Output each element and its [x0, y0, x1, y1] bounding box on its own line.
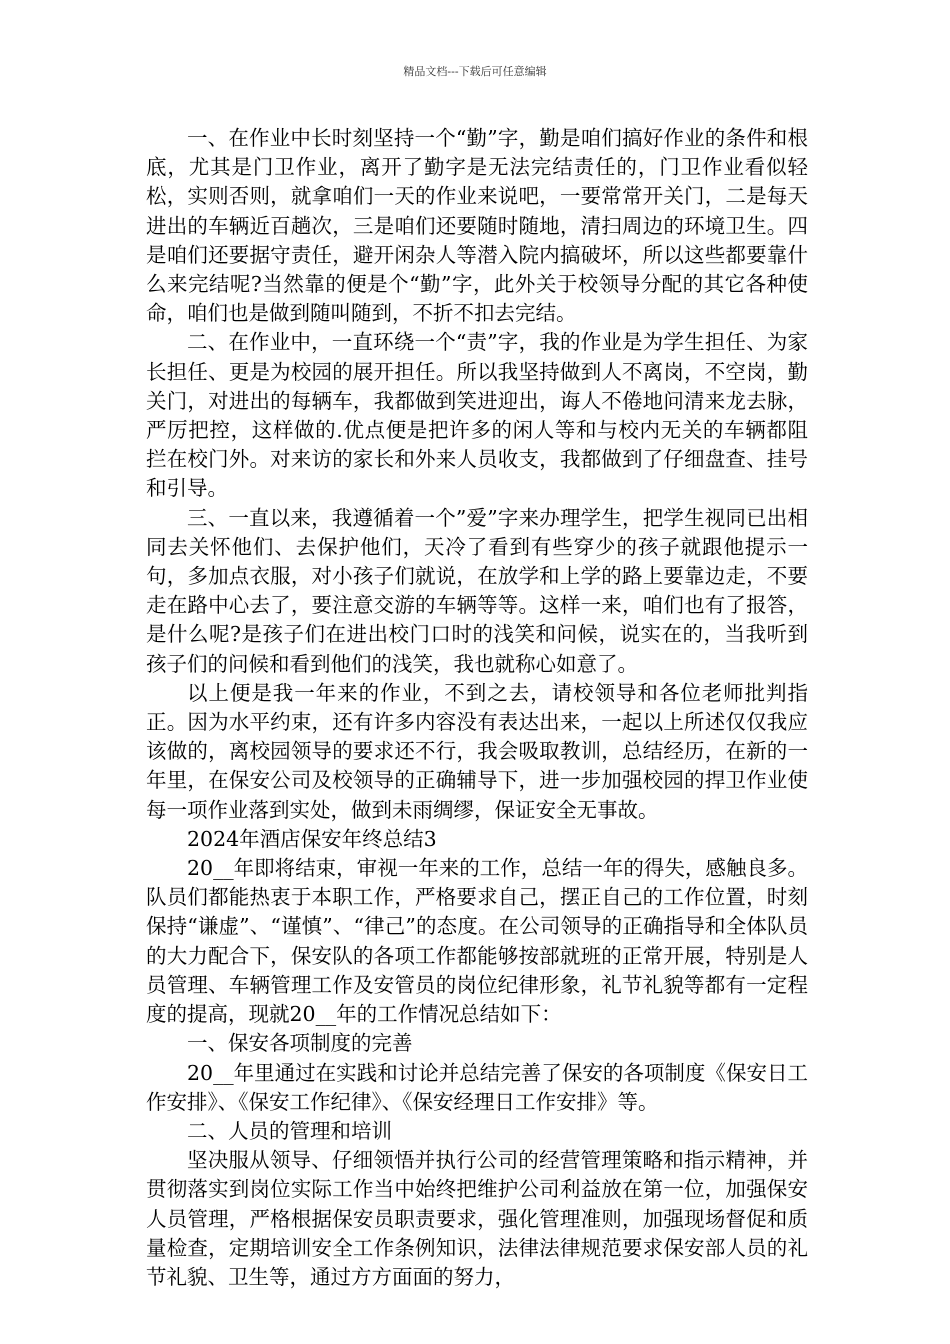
paragraph-intro: 20__年即将结束，审视一年来的工作，总结一年的得失，感触良多。队员们都能热衷于本职工作，严格要求自己，摆正自己的工作位置，时刻保持“谦虚”、“谨慎”、“律己”的态度。在公司领导的正确指导和全体队员的大力配合下，保安队的各项工作都能够按部就班的正常开展，特别是人员管理、车辆管理工作及安管员的岗位纪律形象，礼节礼貌等都有一定程度的提高，现就20__年的工作情况总结如下： [146, 856, 808, 1027]
section-title: 2024年酒店保安年终总结3 [187, 826, 437, 851]
paragraph-conclusion: 以上便是我一年来的作业，不到之去，请校领导和各位老师批判指正。因为水平约束，还有许多内容没有表达出来，一起以上所述仅仅我应该做的，离校园领导的要求还不行，我会吸取教训，总结经历，在新的一年里，在保安公司及校领导的正确辅导下，进一步加强校园的捍卫作业使每一项作业落到实处，做到未雨绸缪，保证安全无事故。 [146, 680, 808, 822]
subheading-training: 二、人员的管理和培训 [187, 1118, 392, 1143]
paragraph-training: 坚决服从领导、仔细领悟并执行公司的经营管理策略和指示精神，并贯彻落实到岗位实际工作当中始终把维护公司利益放在第一位，加强保安人员管理，严格根据保安员职责要求，强化管理准则，加强现场督促和质量检查，定期培训安全工作条例知识，法律法律规范要求保安部人员的礼节礼貌、卫生等，通过方方面面的努力， [146, 1148, 808, 1289]
paragraph-diligence: 一、在作业中长时刻坚持一个“勤”字，勤是咱们搞好作业的条件和根底，尤其是门卫作业，离开了勤字是无法完结责任的，门卫作业看似轻松，实则否则，就拿咱们一天的作业来说吧，一要常常开关门，二是每天进出的车辆近百趟次，三是咱们还要随时随地，清扫周边的环境卫生。四是咱们还要据守责任，避开闲杂人等潜入院内搞破坏，所以这些都要靠什么来完结呢?当然靠的便是个“勤”字，此外关于校领导分配的其它各种使命，咱们也是做到随叫随到，不折不扣去完结。 [146, 126, 808, 326]
paragraph-responsibility: 二、在作业中，一直环绕一个“责”字，我的作业是为学生担任、为家长担任、更是为校园的展开担任。所以我坚持做到人不离岗，不空岗，勤关门，对进出的每辆车，我都做到笑进迎出，诲人不倦地问清来龙去脉，严厉把控，这样做的.优点便是把许多的闲人等和与校内无关的车辆都阻拦在校门外。对来访的家长和外来人员收支，我都做到了仔细盘查、挂号和引导。 [146, 330, 808, 501]
document-body [146, 124, 808, 1292]
page-header: 精品文档---下载后可任意编辑 [403, 65, 547, 78]
paragraph-love: 三、一直以来，我遵循着一个”爱”字来办理学生，把学生视同已出相同去关怀他们、去保护他们，天冷了看到有些穿少的孩子就跟他提示一句，多加点衣服，对小孩子们就说，在放学和上学的路上要靠边走，不要走在路中心去了，要注意交游的车辆等等。这样一来，咱们也有了报答，是什么呢?是孩子们在进出校门口时的浅笑和问候，说实在的，当我听到孩子们的问候和看到他们的浅笑，我也就称心如意了。 [146, 505, 808, 676]
paragraph-system: 20__年里通过在实践和讨论并总结完善了保安的各项制度《保安日工作安排》、《保安工作纪律》、《保安经理日工作安排》等。 [146, 1060, 808, 1114]
subheading-system: 一、保安各项制度的完善 [187, 1031, 413, 1056]
